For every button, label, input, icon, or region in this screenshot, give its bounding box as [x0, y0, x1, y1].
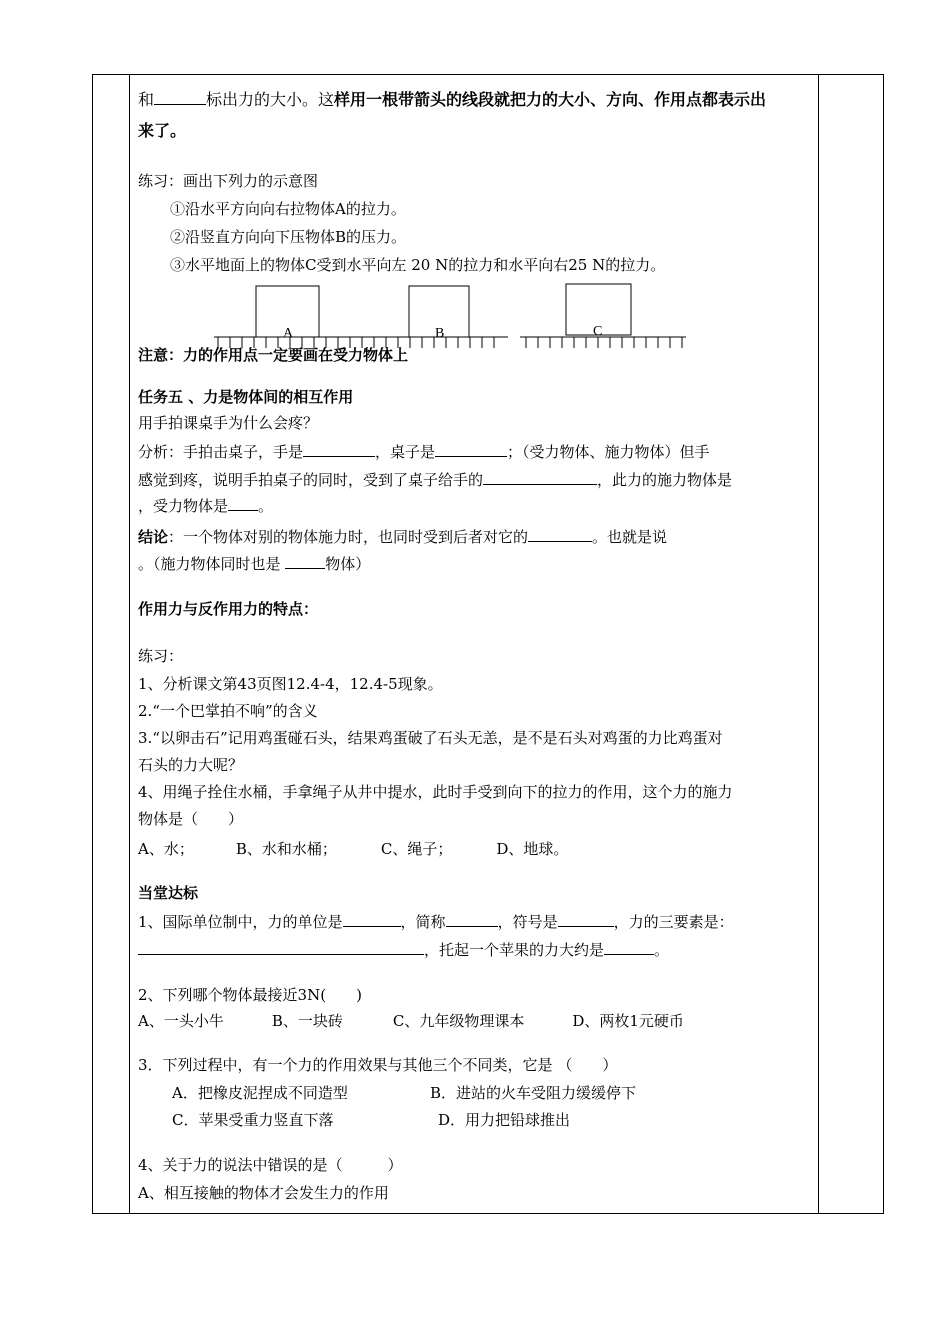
standards-q1-line-2 — [138, 938, 669, 961]
force-diagram — [138, 282, 810, 352]
conclusion-line-2 — [138, 552, 370, 575]
option-a: A、相互接触的物体才会发生力的作用 — [138, 1184, 389, 1202]
question-2-options — [138, 1010, 684, 1032]
exercise-question-4-cont: 物体是（ ） — [138, 810, 244, 828]
exercise-title: 练习：画出下列力的示意图 — [138, 172, 319, 190]
box-a-label: A — [283, 326, 294, 341]
text: ，此力的施力物体是 — [597, 471, 733, 489]
text: ；（受力物体、施力物体）但手 — [507, 443, 710, 461]
exercise-item-2: ②沿竖直方向向下压物体B的压力。 — [170, 228, 407, 246]
box-c-label: C — [593, 324, 603, 339]
option-b: B、水和水桶； — [235, 840, 337, 858]
standards-q1-line-1 — [138, 910, 734, 933]
option-c: C、绳子； — [380, 840, 453, 858]
text: 和 — [138, 90, 155, 109]
task-five-heading: 任务五 、力是物体间的相互作用 — [138, 388, 354, 406]
analysis-line-3 — [138, 494, 273, 517]
text: 分析：手拍击桌子，手是 — [138, 443, 304, 461]
standards-question-4: 4、关于力的说法中错误的是（ ） — [138, 1156, 403, 1174]
option-a: A、一头小牛 — [138, 1012, 224, 1030]
conclusion-label: 结论 — [138, 528, 169, 546]
conclusion-line-1 — [138, 525, 667, 548]
fill-blank[interactable] — [343, 910, 401, 927]
option-d: D、地球。 — [496, 840, 569, 858]
exercise-question-3-cont: 石头的力大呢？ — [138, 756, 244, 774]
text: 物体） — [325, 555, 371, 573]
question-4-options — [138, 838, 568, 860]
fill-blank[interactable] — [435, 440, 507, 457]
text: 。 — [654, 941, 670, 959]
analysis-line-1 — [138, 440, 710, 463]
text: ，符号是 — [497, 913, 558, 931]
standards-heading: 当堂达标 — [138, 884, 199, 902]
paragraph-force-representation — [138, 88, 766, 111]
exercise-2-title: 练习： — [138, 647, 184, 665]
exercise-question-2: 2.“一个巴掌拍不响”的含义 — [138, 702, 318, 720]
text: 1、国际单位制中，力的单位是 — [138, 913, 343, 931]
paragraph-continuation: 来了。 — [138, 121, 187, 140]
box-b — [409, 286, 469, 341]
fill-blank[interactable] — [138, 938, 424, 955]
analysis-line-2 — [138, 468, 732, 491]
box-b-label: B — [435, 326, 445, 341]
text: ，托起一个苹果的力大约是 — [424, 941, 605, 959]
text: ，桌子是 — [375, 443, 436, 461]
fill-blank[interactable] — [446, 910, 498, 927]
text: 。 — [258, 497, 274, 515]
bold-text: 样用一根带箭头的线段就把力的大小、方向、作用点都表示出 — [334, 90, 767, 109]
exercise-question-4: 4、用绳子拴住水桶，手拿绳子从井中提水，此时手受到向下的拉力的作用，这个力的施力 — [138, 783, 733, 801]
option-a: A、水； — [138, 840, 194, 858]
option-b: B、一块砖 — [271, 1012, 343, 1030]
box-a — [256, 286, 319, 341]
standards-question-2: 2、下列哪个物体最接近3N( ) — [138, 986, 362, 1004]
text: ：一个物体对别的物体施力时，也同时受到后者对它的 — [168, 528, 529, 546]
standards-question-3: 3．下列过程中，有一个力的作用效果与其他三个不同类，它是 （ ） — [138, 1056, 618, 1074]
text: 。（施力物体同时也是 — [138, 555, 286, 573]
question-hand: 用手拍课桌手为什么会疼？ — [138, 414, 319, 432]
text: 。也就是说 — [592, 528, 668, 546]
exercise-question-3: 3.“以卵击石”记用鸡蛋碰石头，结果鸡蛋破了石头无恙，是不是石头对鸡蛋的力比鸡蛋对 — [138, 729, 723, 747]
exercise-item-3: ③水平地面上的物体C受到水平向左 20 N的拉力和水平向右25 N的拉力。 — [170, 256, 666, 274]
option-c: C、九年级物理课本 — [392, 1012, 525, 1030]
option-d: D．用力把铅球推出 — [438, 1111, 571, 1129]
left-column-divider — [129, 74, 130, 1214]
text: ，简称 — [400, 913, 446, 931]
fill-blank[interactable] — [558, 910, 614, 927]
box-c — [566, 284, 631, 339]
fill-blank[interactable] — [303, 440, 375, 457]
fill-blank[interactable] — [154, 88, 206, 105]
option-c: C．苹果受重力竖直下落 — [172, 1111, 334, 1129]
exercise-question-1: 1、分析课文第43页图12.4-4，12.4-5现象。 — [138, 675, 443, 693]
option-d: D、两枚1元硬币 — [572, 1012, 684, 1030]
text: ，受力物体是 — [138, 497, 229, 515]
fill-blank[interactable] — [228, 494, 258, 511]
fill-blank[interactable] — [604, 938, 654, 955]
right-column-divider — [818, 74, 819, 1214]
text: 标出力的大小。这 — [206, 90, 335, 109]
fill-blank[interactable] — [285, 552, 325, 569]
option-b: B．进站的火车受阻力缓缓停下 — [430, 1084, 637, 1102]
text: ，力的三要素是： — [613, 913, 734, 931]
text: 感觉到疼，说明手拍桌子的同时，受到了桌子给手的 — [138, 471, 484, 489]
option-a: A．把橡皮泥捏成不同造型 — [172, 1084, 348, 1102]
fill-blank[interactable] — [483, 468, 597, 485]
fill-blank[interactable] — [528, 525, 592, 542]
exercise-item-1: ①沿水平方向向右拉物体A的拉力。 — [170, 200, 406, 218]
feature-heading: 作用力与反作用力的特点： — [138, 600, 319, 618]
note-line: 注意：力的作用点一定要画在受力物体上 — [138, 346, 409, 364]
